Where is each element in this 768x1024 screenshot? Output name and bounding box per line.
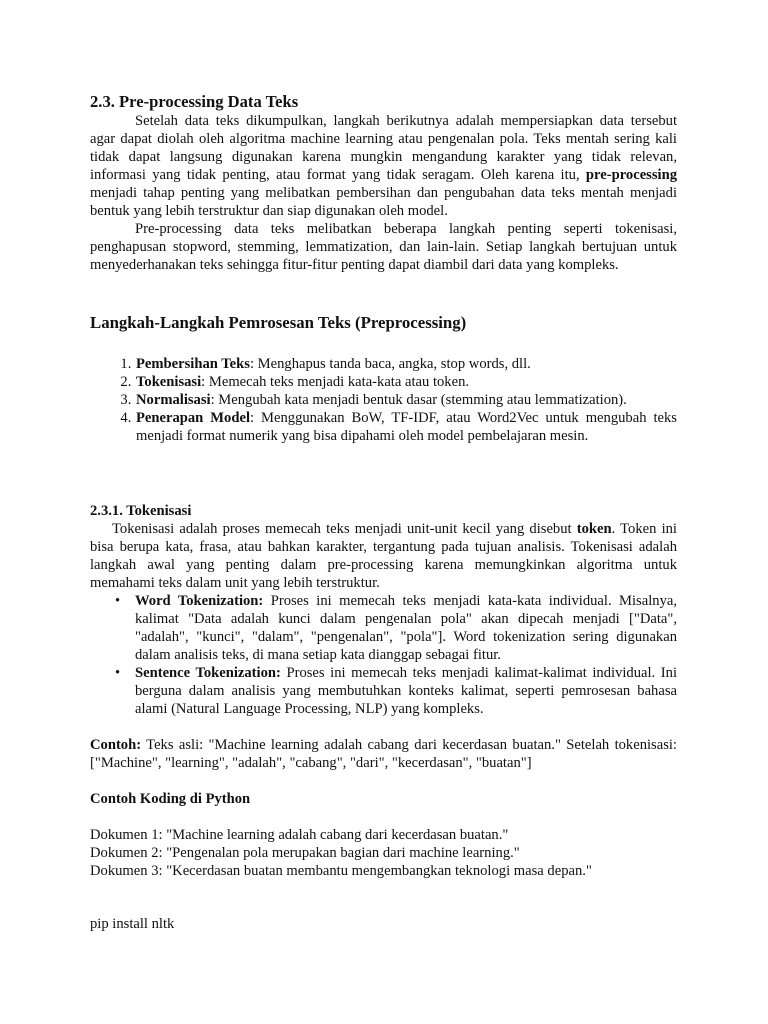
document-line-1: Dokumen 1: "Machine learning adalah cabang dari kecerdasan buatan." — [90, 827, 509, 843]
document-line-2: Dokumen 2: "Pengenalan pola merupakan bagian dari machine learning." — [90, 845, 520, 861]
spacer — [90, 808, 677, 826]
document-body — [90, 92, 677, 933]
preprocessing-paragraph: Pre-processing data teks melibatkan beberapa langkah penting seperti tokenisasi, penghapusan stopword, stemming, lemmatization, dan lain-lain. Setiap langkah bertujuan untuk menyederhanakan teks sehingga fitur-fitur penting dapat diambil dari data yang kompleks. — [90, 221, 677, 273]
list-item — [135, 355, 677, 373]
tokenization-types-list — [90, 592, 677, 718]
step-term: Normalisasi — [136, 392, 211, 408]
tokenisasi-heading: 2.3.1. Tokenisasi — [90, 503, 192, 519]
spacer — [90, 880, 677, 915]
tokenisasi-paragraph — [90, 520, 677, 592]
section-heading: 2.3. Pre-processing Data Teks — [90, 92, 299, 111]
example-label: Contoh: — [90, 737, 142, 753]
intro-bold-term: pre-processing — [585, 167, 677, 183]
steps-heading: Langkah-Langkah Pemrosesan Teks (Preprocessing) — [90, 313, 467, 332]
step-desc: : Menggunakan BoW, TF-IDF, atau Word2Vec untuk mengubah teks menjadi format numerik yang bisa dipahami oleh model pembelajaran mesin. — [136, 410, 677, 444]
token-bold-term: token — [576, 521, 612, 537]
step-term: Penerapan Model — [136, 410, 250, 426]
list-item — [135, 391, 677, 409]
step-desc: : Memecah teks menjadi kata-kata atau token. — [201, 374, 470, 390]
list-item — [135, 409, 677, 445]
spacer — [90, 445, 677, 502]
steps-list — [90, 355, 677, 445]
bullet-term: Sentence Tokenization: — [135, 665, 281, 681]
bullet-desc: Proses ini memecah teks menjadi kata-kata individual. Misalnya, kalimat "Data adalah kunci dalam pengenalan pola" akan dipecah menjadi ["Data", "adalah", "kunci", "dalam", "pengenalan", "pola"]. Word tokenization sering digunakan dalam analisis teks, di mana setiap kata dianggap sebagai fitur. — [135, 593, 677, 663]
spacer — [90, 274, 677, 312]
list-item — [115, 592, 677, 664]
bullet-icon: • — [115, 593, 121, 609]
tokenisasi-text-end: . Token ini bisa berupa kata, frasa, atau bahkan karakter, tergantung pada tujuan analisis. Tokenisasi adalah langkah awal yang penting dalam pre-processing karena memungkinkan algoritma untuk memahami teks dalam unit yang lebih terstruktur. — [90, 521, 677, 591]
intro-paragraph — [90, 112, 677, 220]
list-item — [135, 373, 677, 391]
list-item — [115, 664, 677, 718]
tokenisasi-text-start: Tokenisasi adalah proses memecah teks menjadi unit-unit kecil yang disebut — [112, 521, 577, 537]
bullet-desc: Proses ini memecah teks menjadi kalimat-kalimat individual. Ini berguna dalam analisis yang membutuhkan konteks kalimat, seperti pemrosesan bahasa alami (Natural Language Processing, NLP) yang kompleks. — [135, 665, 677, 717]
example-paragraph — [90, 736, 677, 772]
spacer — [90, 718, 677, 736]
bullet-term: Word Tokenization: — [135, 593, 264, 609]
step-desc: : Menghapus tanda baca, angka, stop words, dll. — [249, 356, 531, 372]
document-line-3: Dokumen 3: "Kecerdasan buatan membantu mengembangkan teknologi masa depan." — [90, 863, 592, 879]
install-command: pip install nltk — [90, 916, 175, 932]
coding-heading: Contoh Koding di Python — [90, 791, 251, 807]
example-text: Teks asli: "Machine learning adalah cabang dari kecerdasan buatan." Setelah tokenisasi: ["Machine", "learning", "adalah", "cabang", "dari", "kecerdasan", "buatan"] — [90, 737, 677, 771]
step-desc: : Mengubah kata menjadi bentuk dasar (stemming atau lemmatization). — [210, 392, 627, 408]
step-term: Pembersihan Teks — [136, 356, 250, 372]
bullet-icon: • — [115, 665, 121, 681]
spacer — [90, 334, 677, 355]
spacer — [90, 772, 677, 790]
intro-text-end: menjadi tahap penting yang melibatkan pembersihan dan pengubahan data teks mentah menjadi bentuk yang lebih terstruktur dan siap digunakan oleh model. — [90, 185, 677, 219]
intro-text-start: Setelah data teks dikumpulkan, langkah berikutnya adalah mempersiapkan data tersebut agar dapat diolah oleh algoritma machine learning atau pengenalan pola. Teks mentah sering kali tidak dapat langsung digunakan karena mungkin mengandung karakter yang tidak relevan, informasi yang tidak penting, atau format yang tidak seragam. Oleh karena itu, — [90, 113, 677, 183]
step-term: Tokenisasi — [136, 374, 202, 390]
